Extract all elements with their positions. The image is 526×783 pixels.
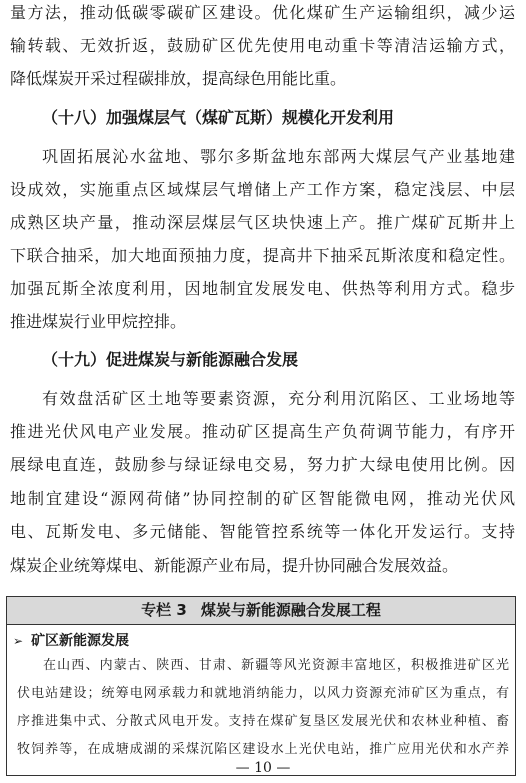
- box-line: 牧饲养等，在成塘成湖的采煤沉陷区建设水上光伏电站，推广应用光伏和水产养: [17, 742, 509, 757]
- box-subheading-text: 矿区新能源发展: [31, 633, 130, 649]
- body-line: 电、瓦斯发电、多元储能、智能管控系统等一体化开发运行。支持: [10, 522, 515, 541]
- body-line: 有效盘活矿区土地等要素资源，充分利用沉陷区、工业场地等: [42, 389, 515, 408]
- body-line: 输转载、无效折返，鼓励矿区优先使用电动重卡等清洁运输方式，: [10, 36, 515, 55]
- page-number: — 10 —: [235, 760, 291, 776]
- body-line: 推进煤炭行业甲烷控排。: [10, 312, 187, 331]
- section-18-heading: （十八）加强煤层气（煤矿瓦斯）规模化开发利用: [42, 108, 395, 127]
- box-label: 专栏 3: [141, 601, 187, 619]
- body-line: 煤炭企业统筹煤电、新能源产业布局，提升协同融合发展效益。: [10, 556, 459, 575]
- body-line: 推进光伏风电产业发展。推动矿区提高生产负荷调节能力，有序开: [10, 422, 515, 441]
- body-line: 成熟区块产量，推动深层煤层气区块快速上产。推广煤矿瓦斯井上: [10, 213, 515, 232]
- section-19-heading: （十九）促进煤炭与新能源融合发展: [42, 350, 299, 369]
- box-title-bar: [7, 597, 515, 625]
- body-line: 设成效，实施重点区域煤层气增储上产工作方案，稳定浅层、中层: [10, 180, 515, 199]
- box-line: 序推进集中式、分散式风电开发。支持在煤矿复垦区发展光伏和农林业种植、畜: [17, 714, 509, 729]
- body-line: 展绿电直连，鼓励参与绿证绿电交易，努力扩大绿电使用比例。因: [10, 455, 515, 474]
- column-box: [6, 596, 516, 776]
- body-line: 降低煤炭开采过程碳排放，提高绿色用能比重。: [10, 69, 347, 88]
- body-line: 巩固拓展沁水盆地、鄂尔多斯盆地东部两大煤层气产业基地建: [42, 147, 515, 166]
- body-line: 地制宜建设“源网荷储”协同控制的矿区智能微电网，推动光伏风: [10, 489, 515, 508]
- box-line: 在山西、内蒙古、陕西、甘肃、新疆等风光资源丰富地区，积极推进矿区光: [43, 658, 509, 673]
- body-line: 量方法，推动低碳零碳矿区建设。优化煤矿生产运输组织，减少运: [10, 3, 515, 22]
- box-line: 伏电站建设；统筹电网承载力和就地消纳能力，以风力资源充沛矿区为重点，有: [17, 686, 509, 701]
- body-line: 加强瓦斯全浓度利用，因地制宜发展发电、供热等利用方式。稳步: [10, 279, 515, 298]
- box-title: 煤炭与新能源融合发展工程: [200, 601, 381, 619]
- arrow-bullet-icon: ➢: [13, 634, 24, 648]
- body-line: 下联合抽采，加大地面预抽力度，提高井下抽采瓦斯浓度和稳定性。: [10, 246, 515, 265]
- box-subheading: [13, 631, 129, 651]
